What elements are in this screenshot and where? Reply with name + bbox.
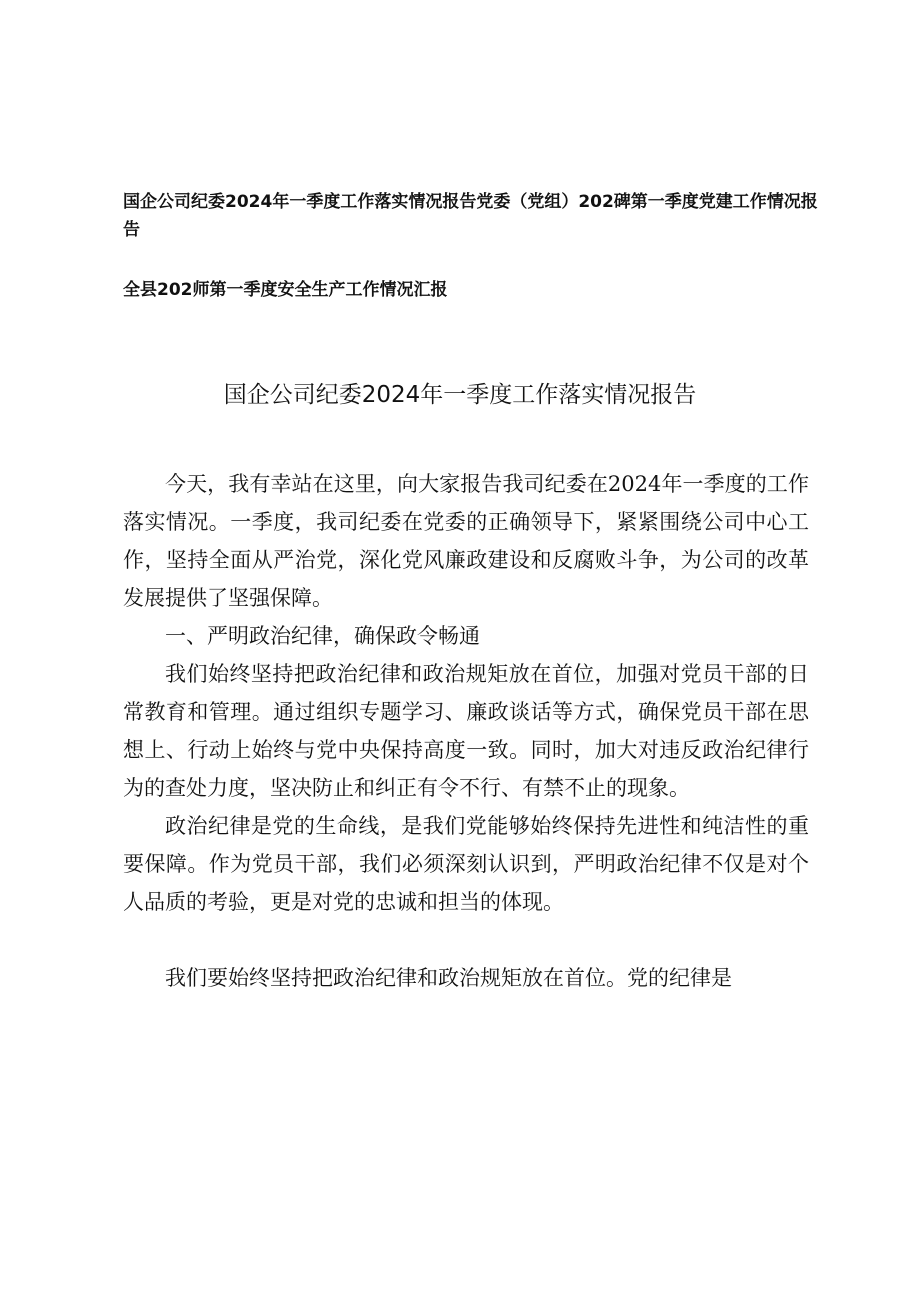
document-body (123, 465, 809, 997)
paragraph-spacer (123, 921, 809, 959)
paragraph-political-discipline: 我们始终坚持把政治纪律和政治规矩放在首位，加强对党员干部的日常教育和管理。通过组织专题学习、廉政谈话等方式，确保党员干部在思想上、行动上始终与党中央保持高度一致。同时，加大对违反政治纪律行为的查处力度，坚决防止和纠正有令不行、有禁不止的现象。 (123, 662, 809, 800)
paragraph-lifeline: 政治纪律是党的生命线，是我们党能够始终保持先进性和纯洁性的重要保障。作为党员干部，我们必须深刻认识到，严明政治纪律不仅是对个人品质的考验，更是对党的忠诚和担当的体现。 (123, 814, 809, 914)
toc-entry-2[interactable]: 全县202师第一季度安全生产工作情况汇报 (123, 280, 448, 300)
paragraph-continuation: 我们要始终坚持把政治纪律和政治规矩放在首位。党的纪律是 (165, 966, 732, 990)
document-title: 国企公司纪委2024年一季度工作落实情况报告 (223, 382, 697, 408)
toc-entry-1[interactable]: 国企公司纪委2024年一季度工作落实情况报告党委（党组）202碑第一季度党建工作情况报告 (123, 192, 818, 240)
section-heading-1: 一、严明政治纪律，确保政令畅通 (165, 624, 480, 648)
paragraph-intro: 今天，我有幸站在这里，向大家报告我司纪委在2024年一季度的工作落实情况。一季度，我司纪委在党委的正确领导下，紧紧围绕公司中心工作，坚持全面从严治党，深化党风廉政建设和反腐败斗争，为公司的改革发展提供了坚强保障。 (123, 472, 809, 610)
